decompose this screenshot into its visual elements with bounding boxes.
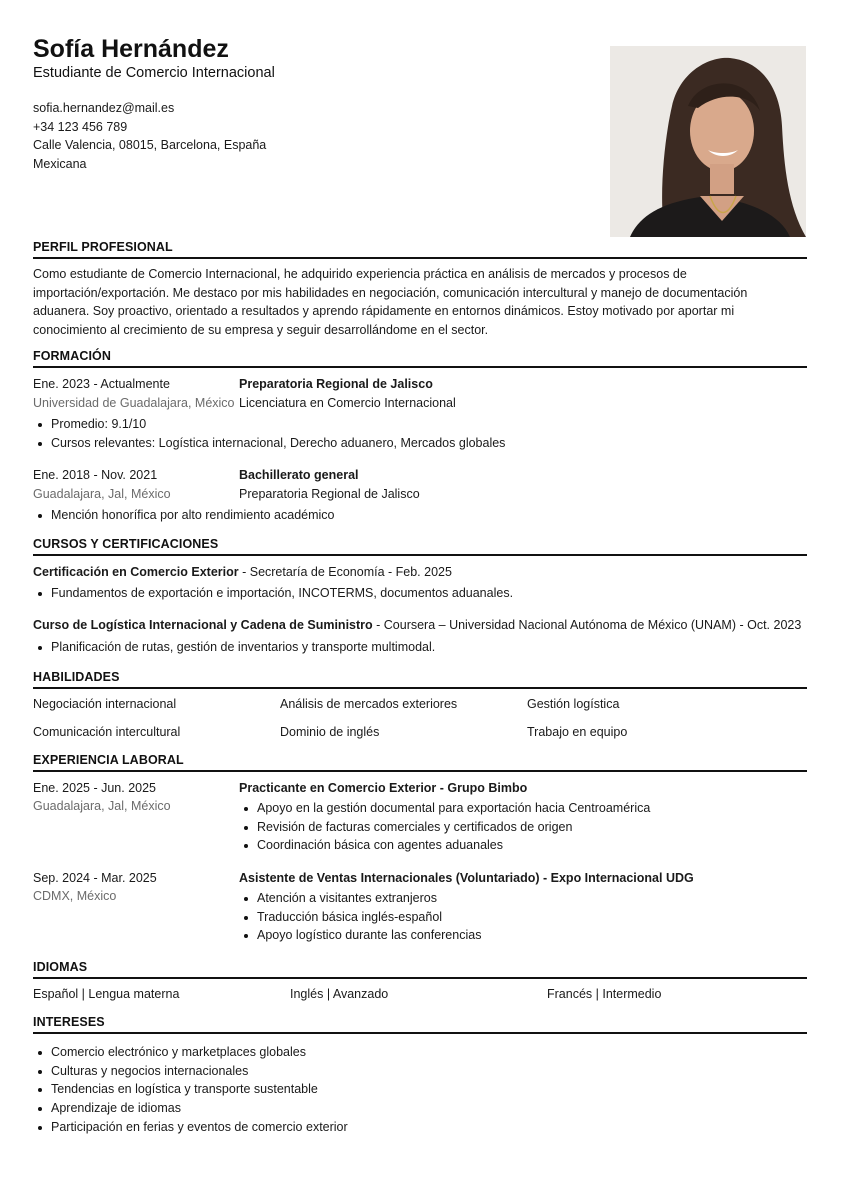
entry-dates: Sep. 2024 - Mar. 2025 (33, 870, 157, 885)
skill-item: Trabajo en equipo (527, 725, 628, 739)
list-item: Fundamentos de exportación e importación, INCOTERMS, documentos aduanales. (33, 584, 807, 603)
candidate-role: Estudiante de Comercio Internacional (33, 65, 275, 81)
languages-grid (33, 980, 807, 1008)
list-item: Traducción básica inglés-español (239, 908, 481, 927)
entry-place: CDMX, México (33, 889, 117, 904)
education-entry (33, 374, 807, 452)
section-title: CURSOS Y CERTIFICACIONES (33, 537, 807, 556)
list-item: Culturas y negocios internacionales (33, 1062, 807, 1081)
candidate-name: Sofía Hernández (33, 35, 229, 63)
entry-place: Guadalajara, Jal, México (33, 486, 171, 501)
list-item: Cursos relevantes: Logística internacional, Derecho aduanero, Mercados globales (33, 434, 807, 453)
section-idiomas (33, 960, 807, 1008)
skill-item: Negociación internacional (33, 697, 177, 711)
list-item: Promedio: 9.1/10 (33, 415, 807, 434)
language-item: Español | Lengua materna (33, 987, 180, 1001)
education-entry (33, 465, 807, 525)
phone: +34 123 456 789 (33, 119, 128, 134)
list-item: Participación en ferias y eventos de comercio exterior (33, 1118, 807, 1137)
section-perfil (33, 240, 807, 340)
list-item: Tendencias en logística y transporte sustentable (33, 1080, 807, 1099)
portrait-image (610, 46, 806, 237)
entry-dates: Ene. 2025 - Jun. 2025 (33, 780, 157, 795)
course-entry (33, 616, 807, 657)
list-item: Apoyo logístico durante las conferencias (239, 926, 481, 945)
language-item: Francés | Intermedio (547, 987, 662, 1001)
resume-page (33, 0, 807, 1134)
interests-list (33, 1043, 807, 1136)
section-cursos (33, 537, 807, 656)
entry-bullets (33, 584, 807, 603)
profile-photo (610, 46, 806, 237)
section-title: FORMACIÓN (33, 349, 807, 368)
entry-bullets (239, 889, 481, 945)
entry-heading: Preparatoria Regional de Jalisco (239, 376, 433, 391)
entry-place: Universidad de Guadalajara, México (33, 395, 235, 410)
section-experiencia (33, 753, 807, 945)
section-title: EXPERIENCIA LABORAL (33, 753, 807, 772)
email[interactable]: sofia.hernandez@mail.es (33, 101, 175, 115)
entry-dates: Ene. 2018 - Nov. 2021 (33, 467, 158, 482)
summary-line: conocimiento al crecimiento de su empresa y seguir desarrollándome en el sector. (33, 323, 489, 338)
job-entry (33, 778, 807, 855)
summary-line: Como estudiante de Comercio Internacional, he adquirido experiencia práctica en análisis de mercados y procesos de (33, 267, 687, 281)
skills-grid (33, 690, 807, 746)
summary-line: aduanera. Soy proactivo, orientado a resultados y aprendo rápidamente en entornos dinámicos. Estoy motivado por aportar mi (33, 304, 735, 319)
skill-item: Dominio de inglés (280, 725, 380, 739)
list-item: Apoyo en la gestión documental para exportación hacia Centroamérica (239, 799, 650, 818)
skill-item: Análisis de mercados exteriores (280, 697, 458, 711)
list-item: Atención a visitantes extranjeros (239, 889, 481, 908)
skill-item: Gestión logística (527, 697, 620, 711)
nationality: Mexicana (33, 157, 87, 172)
profile-summary (33, 265, 807, 340)
section-intereses (33, 1015, 807, 1136)
list-item: Aprendizaje de idiomas (33, 1099, 807, 1118)
section-title: PERFIL PROFESIONAL (33, 240, 807, 259)
entry-heading: Bachillerato general (239, 467, 359, 482)
entry-bullets (33, 506, 807, 525)
entry-dates: Ene. 2023 - Actualmente (33, 376, 170, 391)
course-name: Curso de Logística Internacional y Cadena de Suministro (33, 618, 373, 633)
resume-header (33, 0, 807, 240)
course-detail: - Coursera – Universidad Nacional Autónoma de México (UNAM) - Oct. 2023 (372, 618, 802, 633)
skill-item: Comunicación intercultural (33, 725, 181, 739)
entry-heading: Asistente de Ventas Internacionales (Voluntariado) - Expo Internacional UDG (239, 870, 694, 885)
language-item: Inglés | Avanzado (290, 987, 389, 1001)
entry-heading: Practicante en Comercio Exterior - Grupo Bimbo (239, 780, 528, 795)
summary-line: importación/exportación. Me destaco por mis habilidades en negociación, comunicación intercultural y manejo de documentación (33, 285, 748, 300)
list-item: Planificación de rutas, gestión de inventarios y transporte multimodal. (33, 638, 807, 657)
section-title: IDIOMAS (33, 960, 807, 979)
course-detail: - Secretaría de Economía - Feb. 2025 (238, 564, 452, 579)
section-habilidades (33, 670, 807, 746)
entry-bullets (33, 415, 807, 452)
contact-info (33, 99, 266, 174)
list-item: Coordinación básica con agentes aduanales (239, 836, 650, 855)
course-name: Certificación en Comercio Exterior (33, 564, 239, 579)
list-item: Revisión de facturas comerciales y certificados de origen (239, 818, 650, 837)
section-formacion (33, 349, 807, 525)
entry-subheading: Preparatoria Regional de Jalisco (239, 486, 420, 501)
entry-bullets (33, 638, 807, 657)
section-title: HABILIDADES (33, 670, 807, 689)
list-item: Comercio electrónico y marketplaces globales (33, 1043, 807, 1062)
list-item: Mención honorífica por alto rendimiento académico (33, 506, 807, 525)
entry-place: Guadalajara, Jal, México (33, 799, 171, 813)
entry-bullets (239, 799, 650, 855)
section-title: INTERESES (33, 1015, 807, 1034)
entry-subheading: Licenciatura en Comercio Internacional (239, 395, 456, 410)
job-entry (33, 868, 807, 945)
address: Calle Valencia, 08015, Barcelona, España (33, 138, 267, 153)
course-entry (33, 562, 807, 603)
